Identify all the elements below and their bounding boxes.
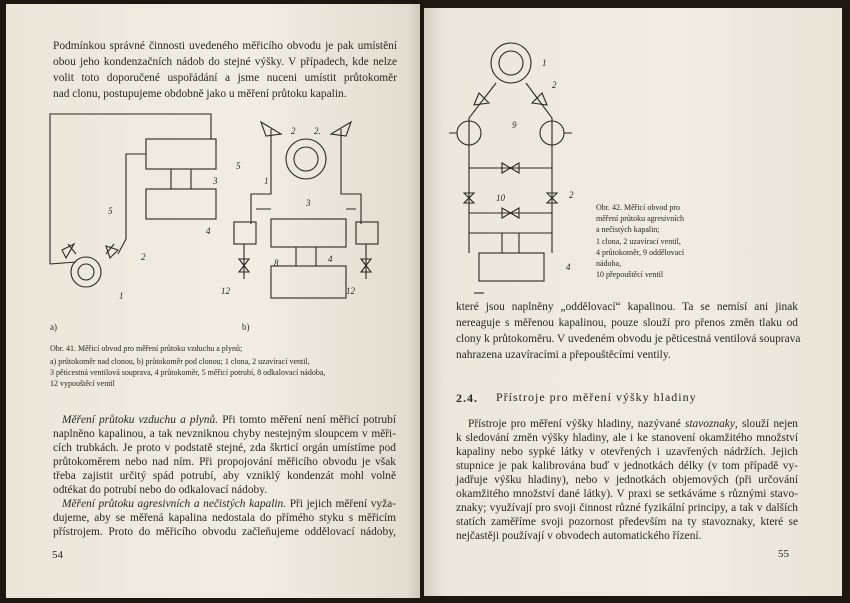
- text-line: nereaguje s měřenou kapalinou, pouze slouží pro přenos změn tlaku od: [456, 317, 798, 329]
- svg-text:1: 1: [264, 176, 269, 186]
- text-line: kapaliny nebo sypké látky v otevřených i uzavřených nádržích. Jejich: [456, 446, 798, 458]
- left-page: [6, 4, 420, 598]
- svg-text:12: 12: [221, 286, 230, 296]
- svg-text:3: 3: [213, 176, 218, 186]
- figure-sub-b: b): [242, 322, 250, 332]
- svg-text:5: 5: [108, 206, 113, 216]
- svg-text:4: 4: [566, 262, 571, 272]
- figure-caption-line: 3 pěticestná ventilová souprava, 4 průtokoměr, 5 měřicí potrubí, 8 odkalovací nádoba,: [50, 368, 326, 377]
- text-line: nad clonu, postupujeme obdobně jako u měření průtoku kapalin.: [53, 88, 347, 100]
- svg-text:2: 2: [552, 80, 557, 90]
- text-span: Při tomto měření není měřicí potrubí: [218, 414, 396, 426]
- text-span: Přístroje pro měření výšky hladiny, nazývané: [468, 418, 685, 430]
- right-page: [424, 8, 842, 596]
- svg-text:1: 1: [119, 291, 124, 301]
- svg-text:2: 2: [141, 252, 146, 262]
- term: stavoznaky: [684, 418, 735, 430]
- text-line: [62, 414, 396, 427]
- page-number: 54: [52, 549, 63, 561]
- text-line: volit toto doporučené uspořádání a jsme nuceni umístit průtokoměr: [53, 72, 397, 84]
- text-line: statích zaměříme svoji pozornost především na ty stavoznaky, které se: [456, 516, 798, 528]
- svg-text:2: 2: [569, 190, 574, 200]
- paragraph-lead: Měření průtoku agresivních a nečistých kapalin.: [62, 498, 287, 510]
- figure-caption-line: měření průtoku agresivních: [596, 214, 684, 223]
- text-line: k sledování změn výšky hladiny, ale i ke stanovení okamžitého množství: [456, 432, 798, 444]
- figure-caption-title: Obr. 41. Měřicí obvod pro měření průtoku vzduchu a plynů;: [50, 344, 243, 353]
- text-line: které jsou naplněny „oddělovací“ kapalinou. Ta se nemísí ani jinak: [456, 301, 798, 313]
- text-line: nejčastěji používají v obvodech automatického řízení.: [456, 530, 702, 542]
- text-line: znaky; využívají pro svoji činnost různé fyzikální principy, a tak v dalších: [456, 502, 798, 514]
- svg-text:5: 5: [236, 161, 241, 171]
- page-number: 55: [778, 548, 789, 560]
- figure-caption-line: a nečistých kapalin;: [596, 225, 660, 234]
- section-number: 2.4.: [456, 391, 478, 405]
- svg-text:4: 4: [328, 254, 333, 264]
- text-line: jadřuje výšku hladiny), nebo v jednotkách objemových (při určování: [456, 474, 798, 486]
- text-line: dujeme, aby se měřená kapalina nedostala do přímého styku s měřicím: [53, 512, 396, 524]
- figure-caption-line: a) průtokoměr nad clonou, b) průtokoměr pod clonou; 1 clona, 2 uzavírací ventil,: [50, 357, 310, 366]
- figure-caption-line: 10 přepouštěcí ventil: [596, 270, 664, 279]
- text-line: cích trubkách. Je proto v podstatě stejné, zda škrticí orgán umístíme pod: [53, 442, 396, 454]
- section-title: Přístroje pro měření výšky hladiny: [496, 390, 697, 404]
- text-line: naplněno kapalinou, a tak nevzniknou chyby nestejným sloupcem v měři-: [53, 428, 396, 440]
- figure-caption-line: 1 clona, 2 uzavírací ventil,: [596, 237, 681, 246]
- text-line: stupnice je pak kalibrována buď v jednotkách délky (v tom případě vy-: [456, 460, 798, 472]
- svg-text:3: 3: [306, 198, 311, 208]
- text-line: clony k průtokoměru. V uvedeném obvodu je pěticestná ventilová souprava: [456, 333, 801, 345]
- figure-caption-line: nádoba,: [596, 259, 622, 268]
- figure-caption-line: 4 průtokoměr, 9 oddělovací: [596, 248, 685, 257]
- svg-text:8: 8: [274, 258, 279, 268]
- text-line: nahrazena uzavíracími a přepouštěcími ventily.: [456, 349, 671, 361]
- text-line: přístrojem. Proto do měřicího obvodu začleňujeme oddělovací nádoby,: [53, 526, 396, 538]
- svg-text:10: 10: [496, 193, 505, 203]
- figure-42-diagram: [424, 8, 842, 308]
- text-line: [468, 418, 798, 431]
- figure-caption-line: 12 vypouštěcí ventil: [50, 379, 115, 388]
- text-line: Podmínkou správné činnosti uvedeného měřicího obvodu je pak umístění: [53, 40, 397, 52]
- text-span: , slouží nejen: [734, 418, 798, 430]
- svg-text:2: 2: [291, 126, 296, 136]
- svg-text:1: 1: [542, 58, 547, 68]
- figure-caption-line: Obr. 42. Měřicí obvod pro: [596, 203, 680, 212]
- svg-text:12: 12: [346, 286, 355, 296]
- svg-text:4: 4: [206, 226, 211, 236]
- text-line: průtokoměrem nebo nad ním. Při propojování měřicího obvodu je však: [53, 456, 396, 468]
- text-line: okamžitého množství dané látky). V praxi se setkáváme s různými stavo-: [456, 488, 798, 500]
- text-line: [62, 498, 396, 511]
- text-line: odtékat do potrubí nebo do odkalovací nádoby.: [53, 484, 268, 496]
- svg-text:2.: 2.: [314, 126, 321, 136]
- text-line: obou jeho kondenzačních nádob do stejné výšky. V případech, kde nelze: [53, 56, 397, 68]
- paragraph-lead: Měření průtoku vzduchu a plynů.: [62, 414, 219, 426]
- svg-text:9: 9: [512, 120, 517, 130]
- text-span: Při jejich měření vyža-: [286, 498, 396, 510]
- figure-41b-diagram: [6, 4, 420, 334]
- text-line: třeba zajistit určitý spád potrubí, aby vzniklý kondenzát mohl volně: [53, 470, 396, 482]
- figure-sub-a: a): [50, 322, 57, 332]
